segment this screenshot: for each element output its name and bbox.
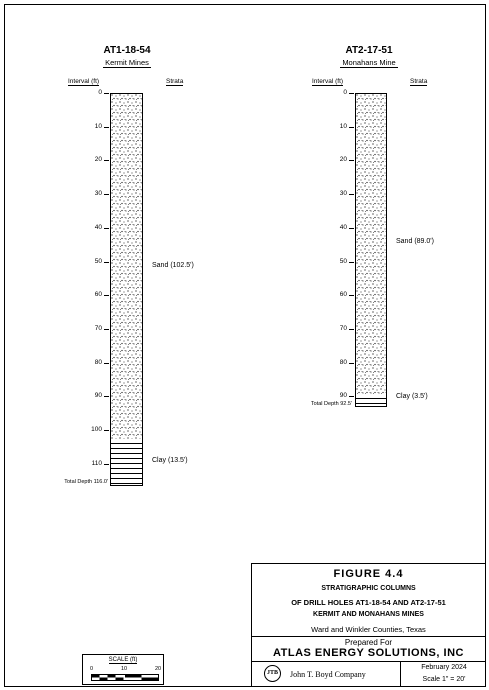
hole-2-interval-header: Interval (ft): [312, 78, 344, 85]
depth-tick-label: 40: [94, 223, 102, 231]
depth-tick-label: 60: [339, 291, 347, 299]
divider: [252, 636, 485, 637]
hole-2-column: [355, 93, 387, 407]
hole-1-title: AT1-18-54: [103, 45, 151, 56]
depth-tick-label: 50: [339, 257, 347, 265]
scale-bar-title: SCALE (ft): [108, 657, 138, 663]
hole-1-total-depth: Total Depth 116.0': [64, 479, 108, 485]
divider: [252, 661, 485, 662]
depth-tick: [349, 295, 354, 296]
company-name: John T. Boyd Company: [290, 670, 366, 679]
figure-number: FIGURE 4.4: [333, 568, 404, 580]
title-block: [251, 563, 486, 687]
depth-tick-label: 70: [339, 324, 347, 332]
depth-tick: [104, 160, 109, 161]
depth-tick-label: 0: [98, 89, 102, 96]
figure-title-line-3: KERMIT AND MONAHANS MINES: [313, 611, 424, 618]
depth-tick-label: 30: [339, 190, 347, 198]
depth-tick: [349, 127, 354, 128]
drawing-date: February 2024: [421, 664, 467, 671]
depth-tick: [104, 228, 109, 229]
figure-title-line-1: STRATIGRAPHIC COLUMNS: [321, 585, 416, 592]
depth-tick: [349, 228, 354, 229]
depth-tick: [104, 194, 109, 195]
hole-2-sand-layer: [356, 94, 386, 394]
hole-2-clay-label: Clay (3.5'): [396, 393, 428, 400]
hole-2-mine: Monahans Mine: [342, 58, 396, 67]
depth-tick-label: 50: [94, 257, 102, 265]
depth-tick: [349, 363, 354, 364]
hole-1-clay-label: Clay (13.5'): [152, 457, 188, 464]
scale-bar-graphic: [91, 674, 159, 682]
depth-tick: [104, 464, 109, 465]
depth-tick: [104, 363, 109, 364]
scale-label-20: 20: [155, 666, 162, 672]
hole-1-column: [110, 93, 143, 486]
depth-tick: [104, 93, 109, 94]
hole-2-title: AT2-17-51: [345, 45, 393, 56]
depth-tick-label: 90: [94, 392, 102, 400]
depth-tick-label: 80: [339, 358, 347, 366]
depth-tick-label: 110: [91, 459, 102, 467]
depth-tick: [349, 262, 354, 263]
depth-tick-label: 90: [339, 392, 347, 400]
client-name: ATLAS ENERGY SOLUTIONS, INC: [273, 647, 464, 659]
depth-tick: [104, 262, 109, 263]
depth-tick: [104, 329, 109, 330]
depth-tick-label: 0: [343, 89, 347, 96]
hole-1-strata-header: Strata: [166, 78, 184, 85]
depth-tick: [104, 396, 109, 397]
depth-tick: [349, 329, 354, 330]
figure-location: Ward and Winkler Counties, Texas: [311, 625, 426, 634]
sand-pattern: [356, 94, 386, 394]
divider-vertical: [400, 661, 401, 687]
prepared-for: Prepared For: [344, 638, 393, 647]
depth-tick-label: 40: [339, 223, 347, 231]
scale-label-10: 10: [121, 666, 128, 672]
depth-tick: [104, 430, 109, 431]
hole-1-clay-layer: [111, 439, 142, 484]
depth-tick: [349, 396, 354, 397]
depth-tick-label: 80: [94, 358, 102, 366]
hole-2-total-depth: Total Depth 92.5': [310, 401, 352, 407]
hole-2-strata-header: Strata: [410, 78, 428, 85]
company-logo: JTB: [264, 665, 281, 682]
hole-1-sand-layer: [111, 94, 142, 439]
depth-tick: [349, 194, 354, 195]
depth-tick: [104, 127, 109, 128]
depth-tick: [104, 295, 109, 296]
figure-title-line-2: OF DRILL HOLES AT1-18-54 AND AT2-17-51: [291, 598, 446, 607]
depth-tick: [349, 93, 354, 94]
hole-2-sand-label: Sand (89.0'): [396, 238, 434, 245]
depth-tick-label: 20: [94, 156, 102, 164]
depth-tick-label: 100: [91, 426, 102, 433]
hole-1-mine: Kermit Mines: [105, 58, 149, 67]
depth-tick-label: 30: [94, 190, 102, 198]
scale-bar: [82, 654, 164, 685]
depth-tick-label: 10: [339, 122, 347, 130]
drawing-scale: Scale 1" = 20': [422, 676, 466, 683]
scale-label-0: 0: [90, 666, 94, 672]
hole-1-interval-header: Interval (ft): [68, 78, 100, 85]
depth-tick-label: 70: [94, 324, 102, 332]
depth-tick: [349, 160, 354, 161]
sand-pattern: [111, 94, 142, 439]
hole-1-sand-label: Sand (102.5'): [152, 262, 194, 269]
depth-tick-label: 60: [94, 291, 102, 299]
depth-tick-label: 10: [94, 122, 102, 130]
hole-2-clay-layer: [356, 394, 386, 406]
depth-tick-label: 20: [339, 156, 347, 164]
